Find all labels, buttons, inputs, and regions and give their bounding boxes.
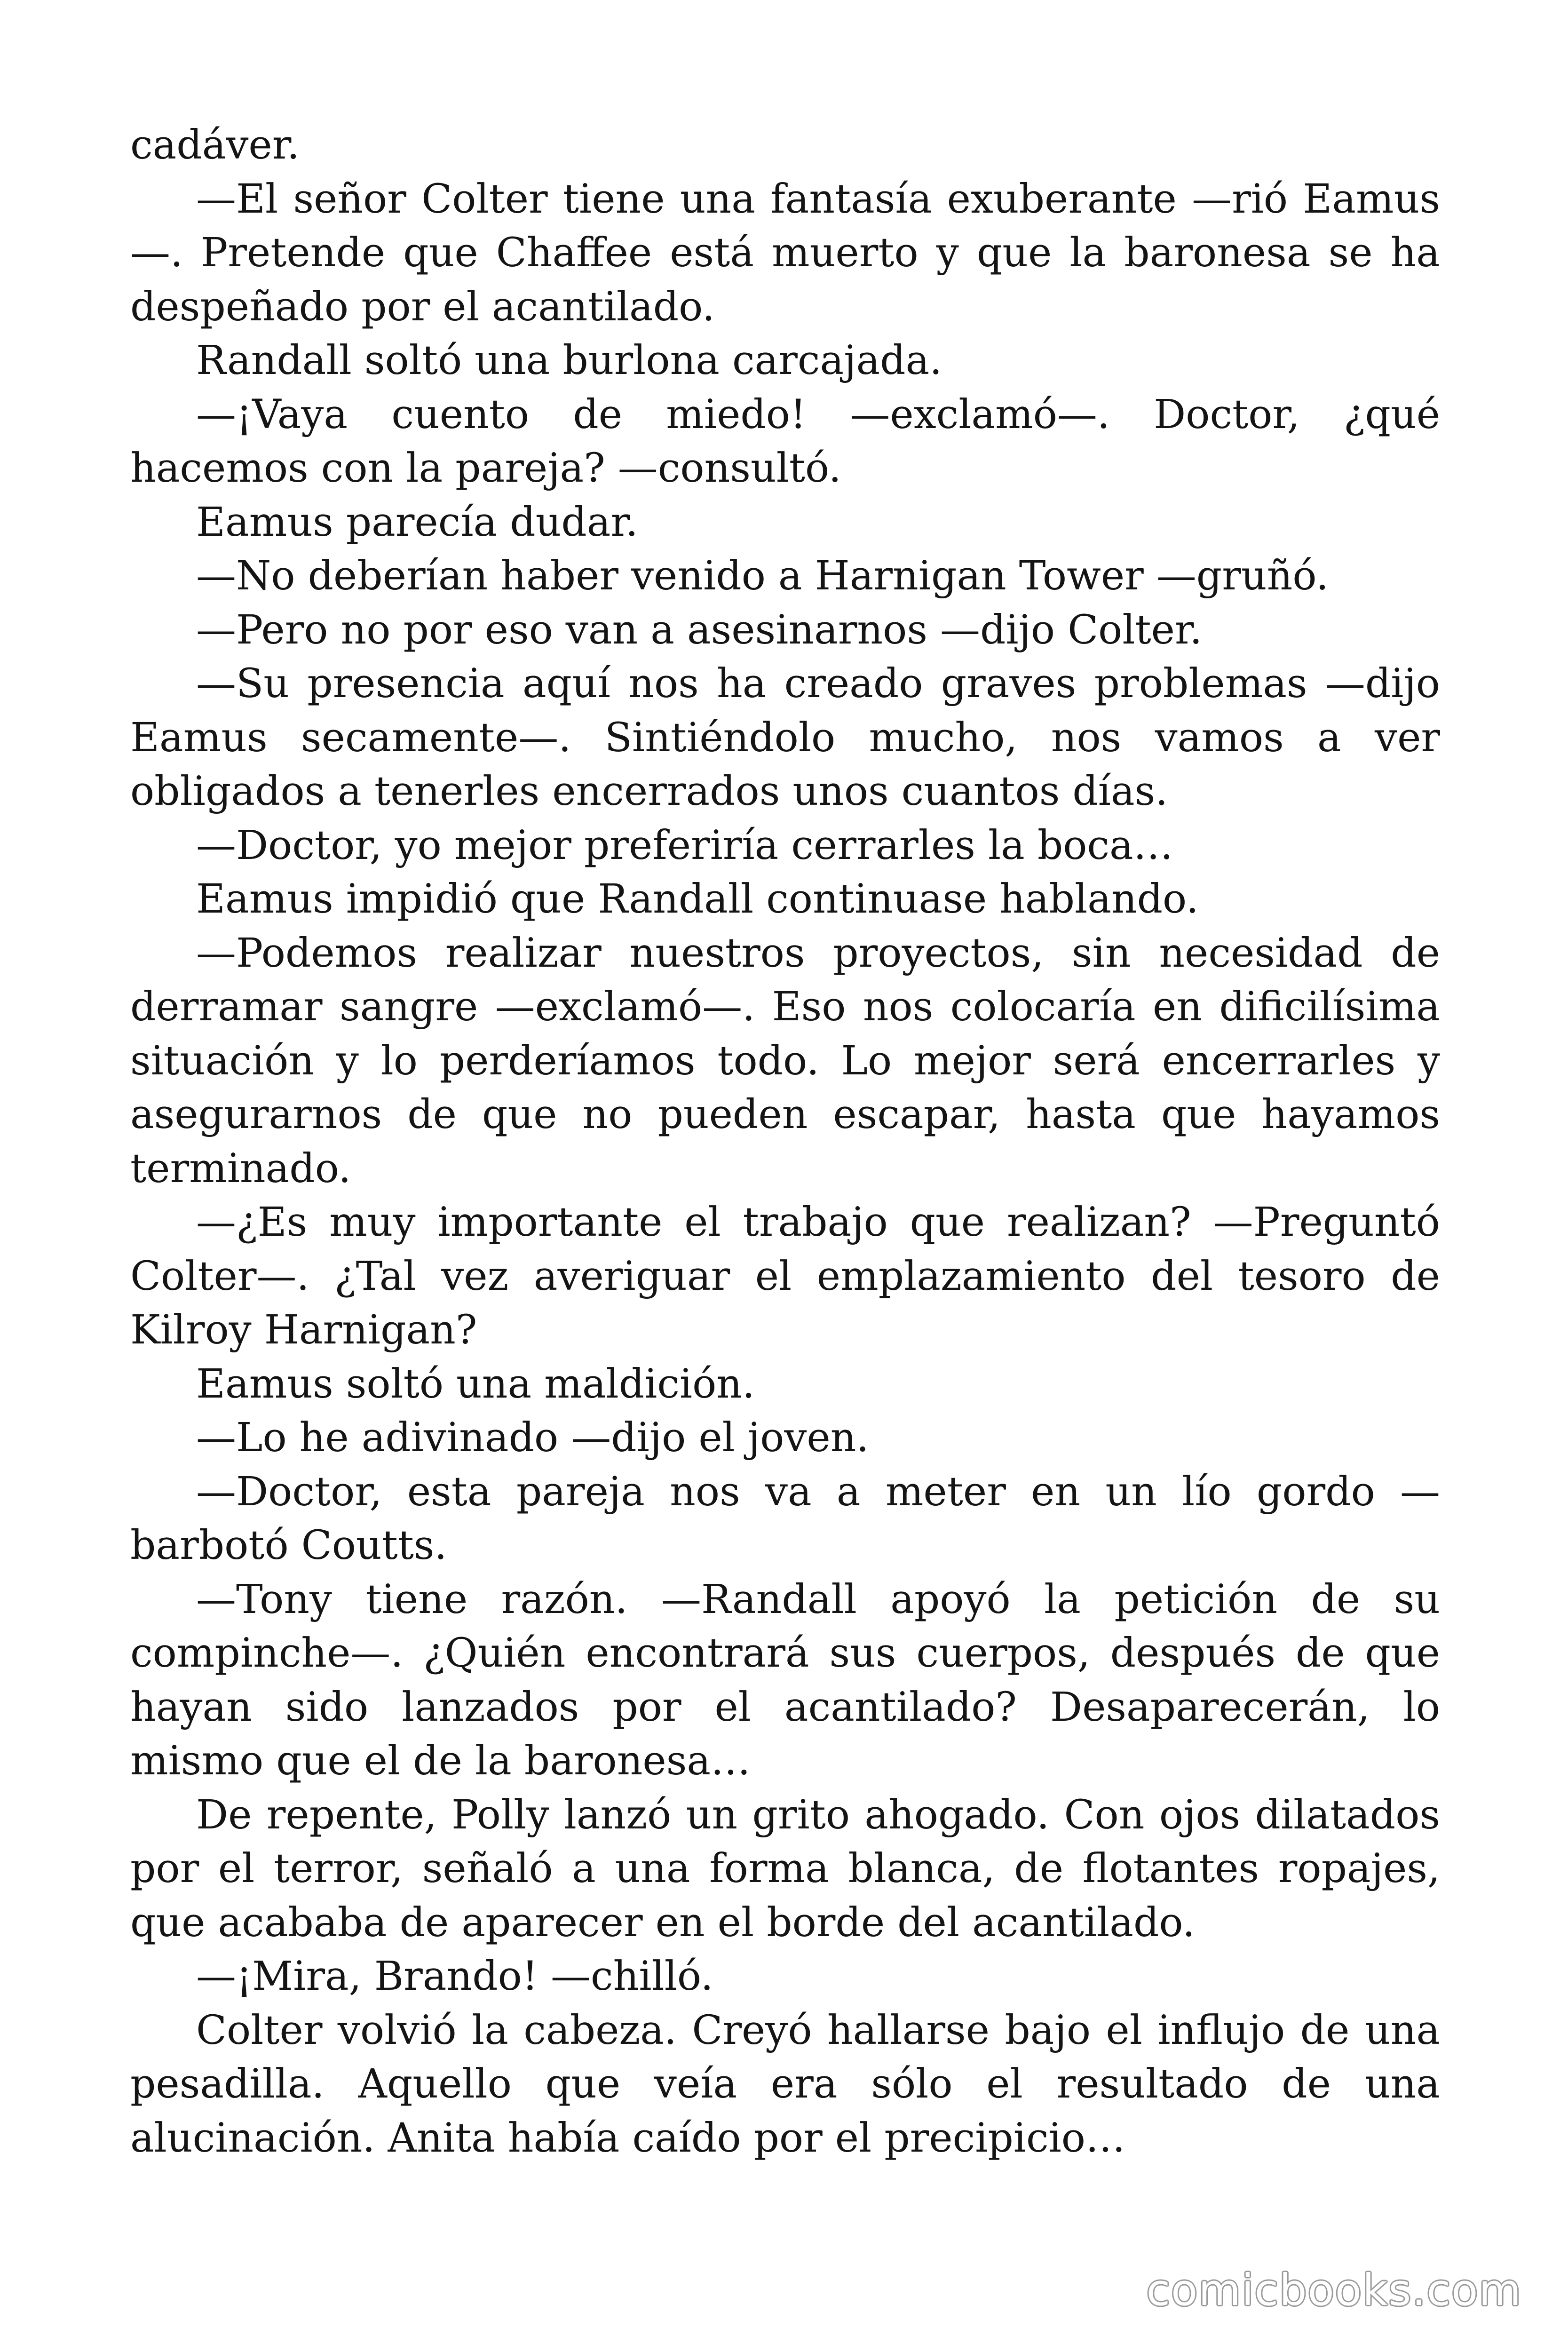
paragraph: Randall soltó una burlona carcajada. — [196, 337, 942, 384]
paragraph-continuation: cadáver. — [130, 122, 300, 168]
paragraph: Eamus soltó una maldición. — [196, 1360, 755, 1407]
paragraph: —Podemos realizar nuestros proyectos, sin necesidad de derramar sangre —exclamó—. Eso nos colocaría en dificilísima situación y lo perderíamos todo. Lo mejor será encerrarles y asegurarnos de que no pueden escapar, hasta que hayamos terminado. — [130, 930, 1440, 1192]
paragraph: —No deberían haber venido a Harnigan Tower —gruñó. — [196, 553, 1329, 599]
paragraph: Colter volvió la cabeza. Creyó hallarse bajo el influjo de una pesadilla. Aquello que veía era sólo el resultado de una alucinación. Anita había caído por el precipicio… — [130, 2007, 1440, 2161]
paragraph: —Lo he adivinado —dijo el joven. — [196, 1414, 869, 1461]
paragraph: Eamus impidió que Randall continuase hablando. — [196, 876, 1199, 922]
paragraph: —Doctor, yo mejor preferiría cerrarles la boca… — [196, 822, 1173, 869]
paragraph: —¡Vaya cuento de miedo! —exclamó—. Doctor, ¿qué hacemos con la pareja? —consultó. — [130, 391, 1440, 492]
site-watermark: comicbooks.com — [1146, 2265, 1522, 2315]
paragraph: —Tony tiene razón. —Randall apoyó la petición de su compinche—. ¿Quién encontrará sus cuerpos, después de que hayan sido lanzados por el acantilado? Desaparecerán, lo mismo que el de la baronesa… — [130, 1576, 1440, 1784]
book-page-text — [130, 119, 1440, 2165]
paragraph: —Su presencia aquí nos ha creado graves problemas —dijo Eamus secamente—. Sintiéndolo mucho, nos vamos a ver obligados a tenerles encerrados unos cuantos días. — [130, 660, 1440, 815]
paragraph: —¿Es muy importante el trabajo que realizan? —Preguntó Colter—. ¿Tal vez averiguar el emplazamiento del tesoro de Kilroy Harnigan? — [130, 1199, 1440, 1353]
paragraph: —¡Mira, Brando! —chilló. — [196, 1953, 713, 2000]
paragraph: —Pero no por eso van a asesinarnos —dijo Colter. — [196, 606, 1203, 653]
paragraph: —Doctor, esta pareja nos va a meter en un lío gordo —barbotó Coutts. — [130, 1468, 1440, 1569]
paragraph: Eamus parecía dudar. — [196, 499, 638, 546]
paragraph: De repente, Polly lanzó un grito ahogado. Con ojos dilatados por el terror, señaló a una forma blanca, de flotantes ropajes, que acababa de aparecer en el borde del acantilado. — [130, 1791, 1440, 1946]
paragraph: —El señor Colter tiene una fantasía exuberante —rió Eamus—. Pretende que Chaffee está muerto y que la baronesa se ha despeñado por el acantilado. — [130, 175, 1440, 330]
